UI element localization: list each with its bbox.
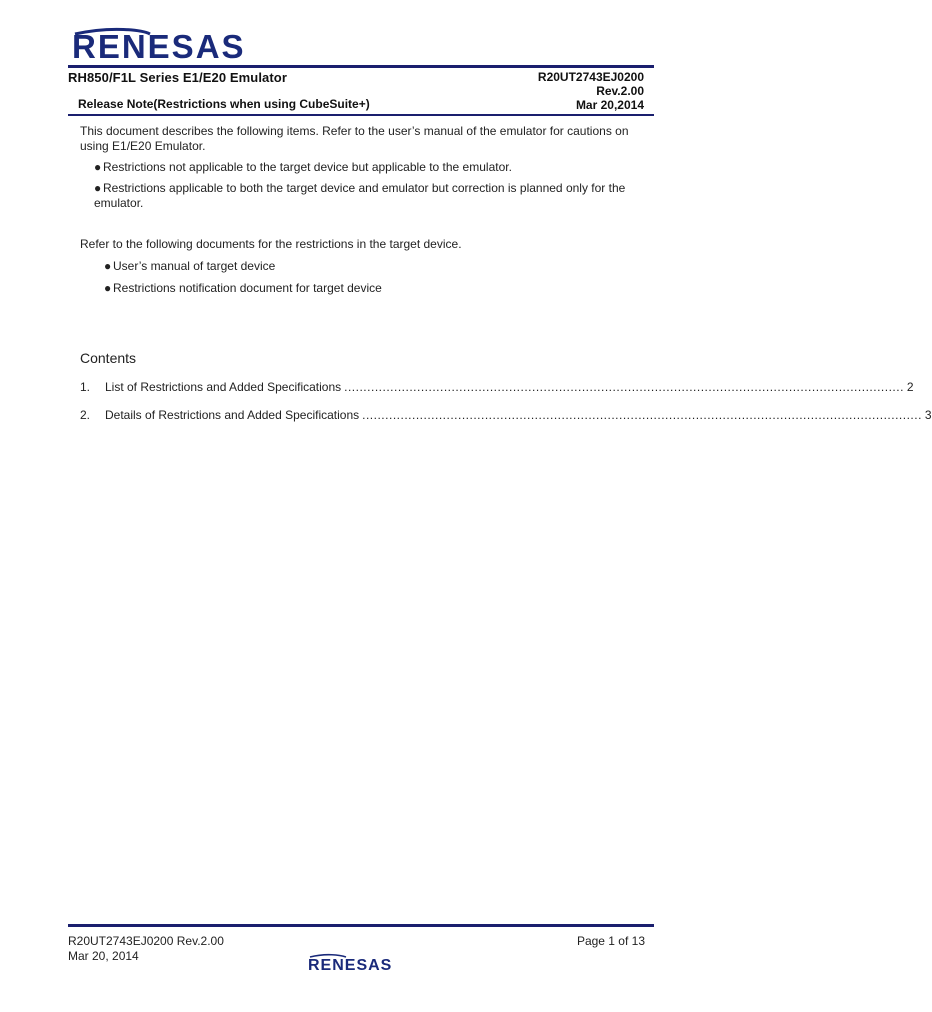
intro-paragraph: This document describes the following items. Refer to the user’s manual of the emulator for cautions on using E1/E20 Emulator. (80, 124, 629, 153)
document-revision: Rev.2.00 (596, 84, 644, 98)
document-date: Mar 20,2014 (575, 98, 644, 112)
list-item-text: User’s manual of target device (113, 259, 276, 273)
bullet-icon: ● (104, 281, 112, 295)
logo-text: RENESAS (72, 28, 246, 65)
list-item (94, 181, 634, 211)
toc-title[interactable]: Details of Restrictions and Added Specifications (105, 408, 360, 422)
list-item-text: Restrictions applicable to both the target device and emulator but correction is planned only for the emulator. (94, 181, 626, 210)
document-title: RH850/F1L Series E1/E20 Emulator (68, 70, 288, 85)
toc-page: 2 (906, 380, 914, 394)
footer-page-number: Page 1 of 13 (576, 934, 645, 948)
toc-title[interactable]: List of Restrictions and Added Specifications (105, 380, 342, 394)
bullet-icon: ● (94, 160, 102, 174)
footer-logo-text: RENESAS (308, 957, 393, 974)
list-item (104, 259, 275, 274)
contents-heading: Contents (80, 350, 137, 366)
document-subtitle: Release Note(Restrictions when using CubeSuite+) (78, 97, 370, 111)
refer-paragraph: Refer to the following documents for the restrictions in the target device. (80, 237, 462, 251)
toc-leader: .................................................................................................................................................. (362, 408, 922, 422)
footer-rule (68, 924, 654, 927)
header-rule-bottom (68, 114, 654, 116)
footer-date: Mar 20, 2014 (68, 949, 139, 963)
list-item (104, 281, 382, 296)
toc-leader: .................................................................................................................................................. (344, 380, 904, 394)
renesas-logo (72, 28, 292, 65)
toc-entry[interactable] (80, 408, 932, 422)
footer-doc-revision: R20UT2743EJ0200 Rev.2.00 (68, 934, 224, 948)
footer-renesas-logo (308, 954, 414, 977)
toc-page: 3 (924, 408, 932, 422)
bullet-icon: ● (104, 259, 112, 273)
document-number: R20UT2743EJ0200 (537, 70, 644, 84)
toc-number: 1. (80, 380, 91, 394)
bullet-icon: ● (94, 181, 102, 195)
header-rule-top (68, 65, 654, 68)
toc-entry[interactable] (80, 380, 914, 394)
list-item-text: Restrictions not applicable to the target device but applicable to the emulator. (103, 160, 512, 174)
toc-number: 2. (80, 408, 91, 422)
list-item-text: Restrictions notification document for target device (113, 281, 382, 295)
list-item (94, 160, 654, 175)
